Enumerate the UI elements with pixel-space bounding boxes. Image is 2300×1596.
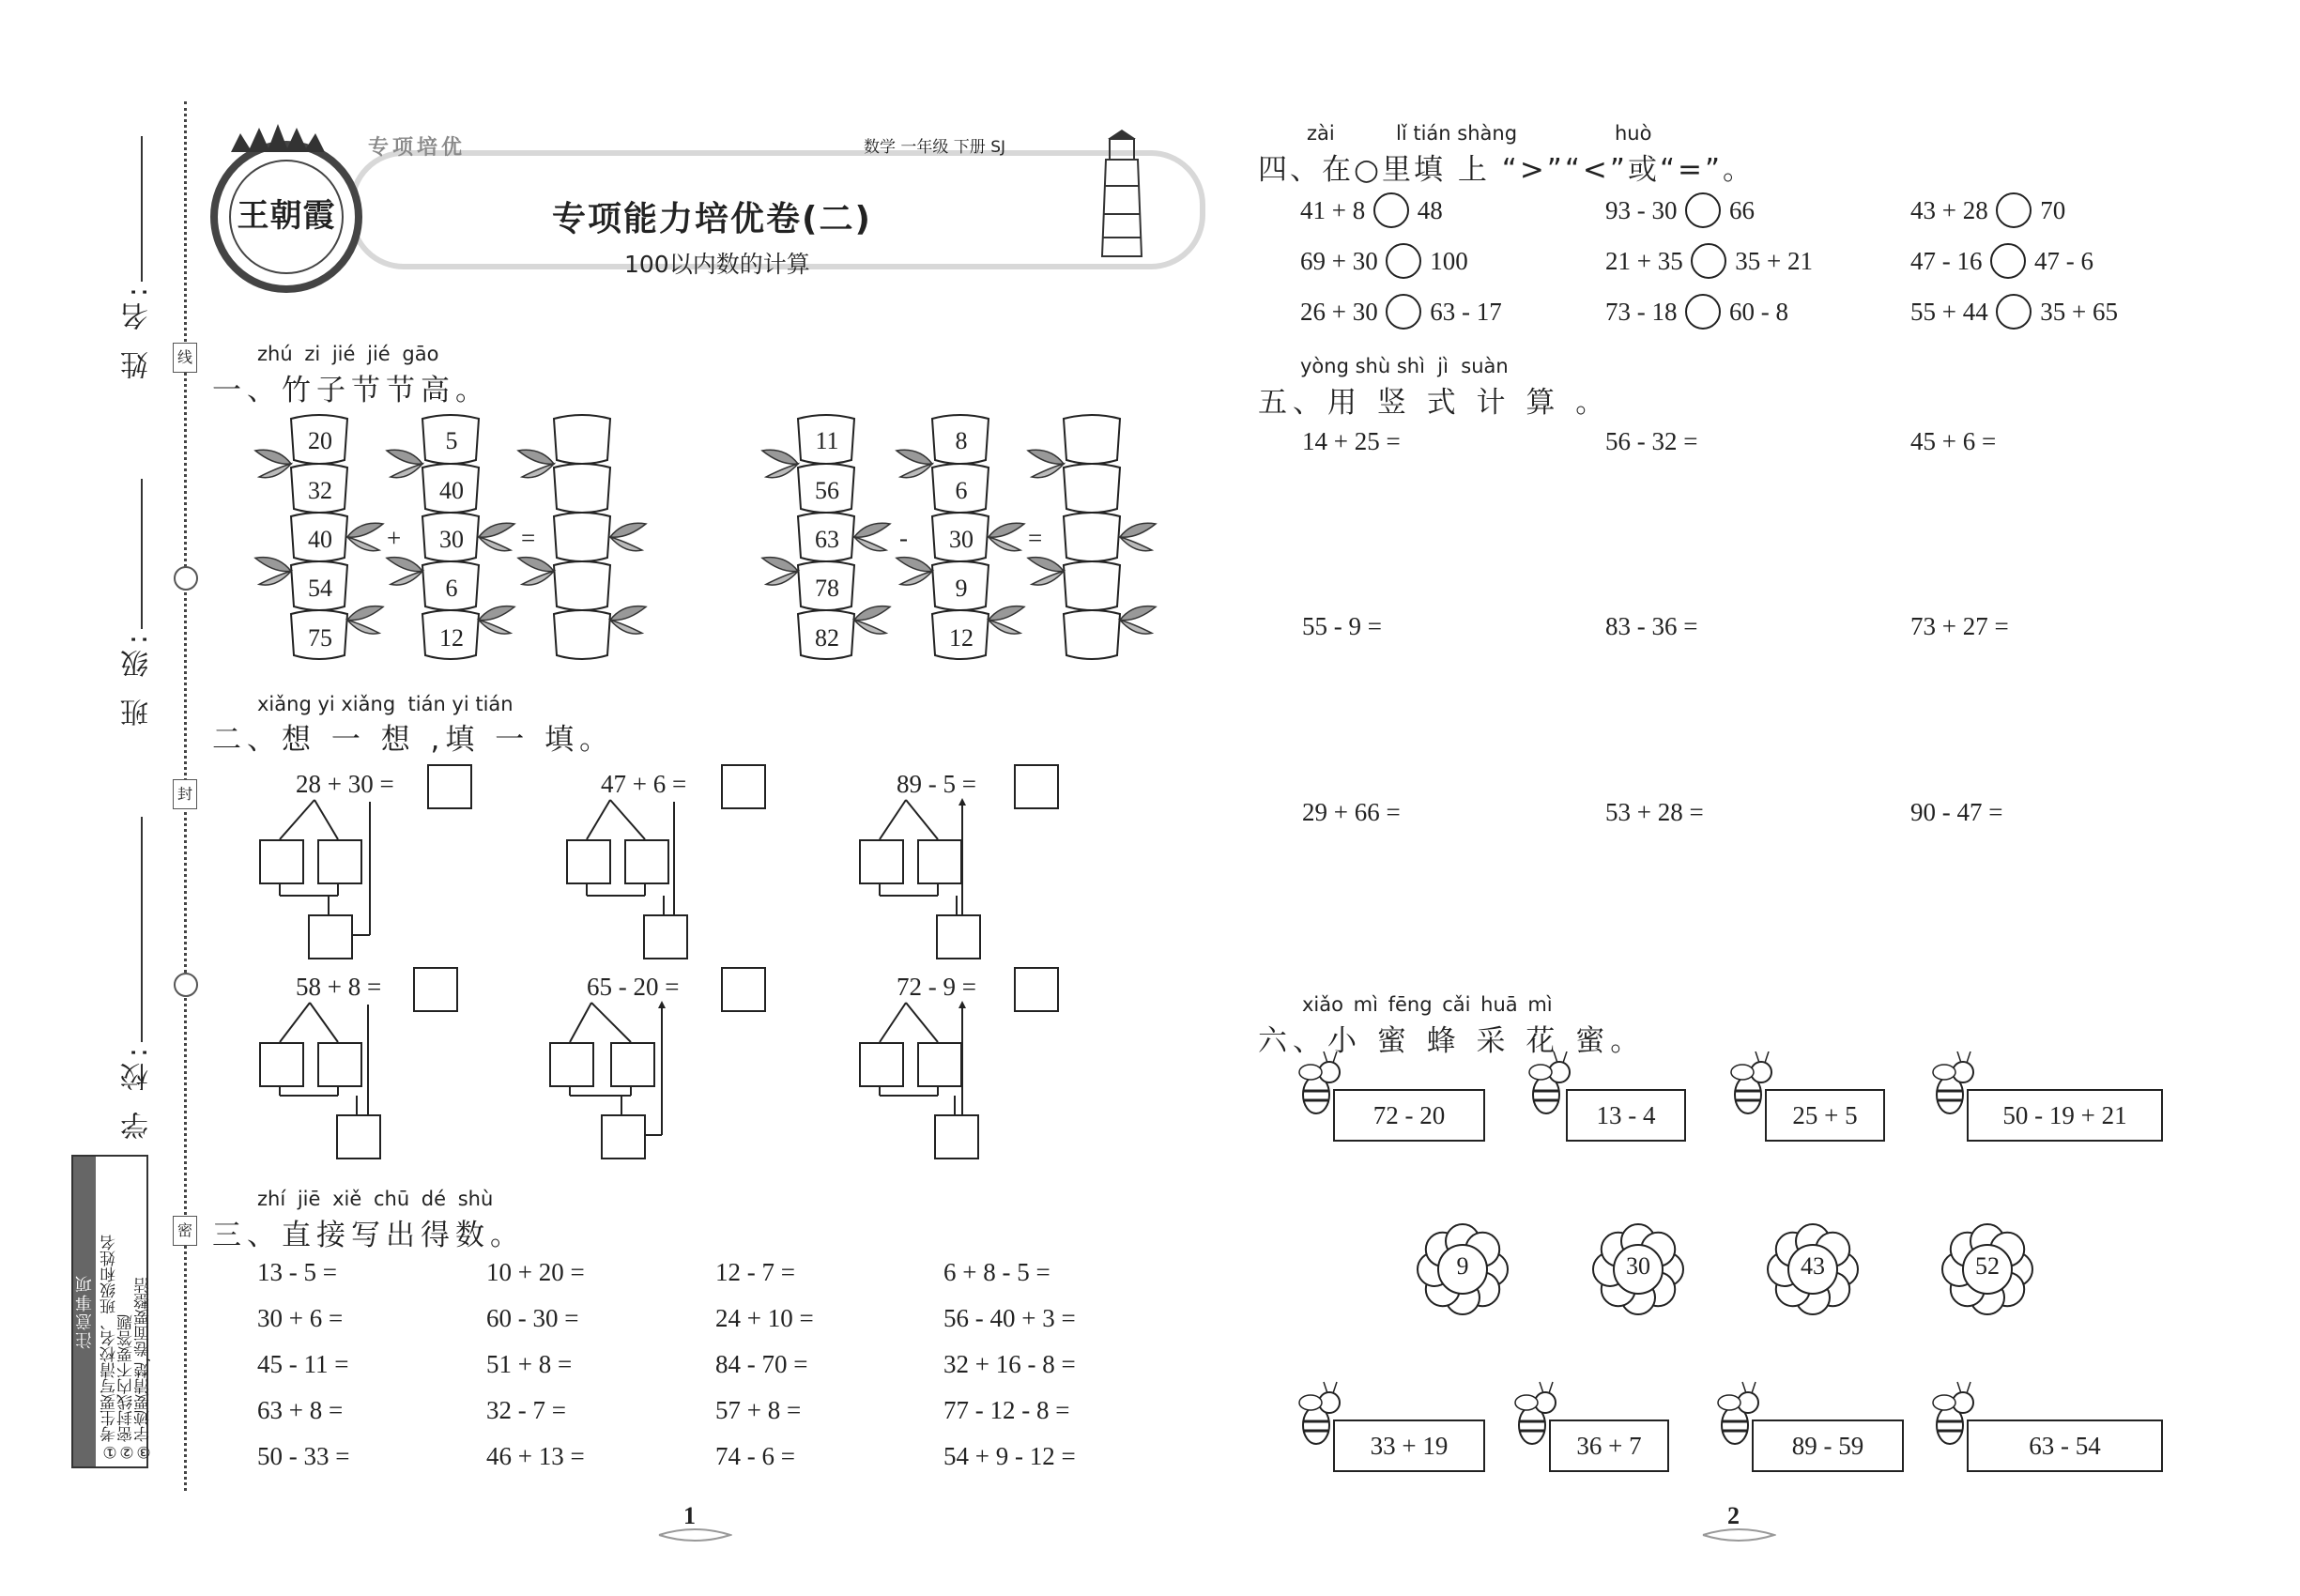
s3-equation: 50 - 33 = bbox=[257, 1442, 350, 1470]
s2-expression: 47 + 6 = bbox=[601, 770, 687, 798]
bee-antenna bbox=[1333, 1382, 1337, 1393]
school-label: 学 校: bbox=[121, 1042, 154, 1140]
s4-compare: 41 + 8 48 bbox=[1300, 195, 1443, 231]
bee-card[interactable]: 36 + 7 bbox=[1549, 1420, 1669, 1472]
bee-antenna bbox=[1765, 1051, 1769, 1063]
s4-compare: 73 - 18 60 - 8 bbox=[1605, 297, 1788, 332]
bee-card[interactable]: 63 - 54 bbox=[1967, 1420, 2163, 1472]
page-number: 2 bbox=[1727, 1502, 1740, 1529]
s5-equation: 45 + 6 = bbox=[1910, 427, 1997, 455]
seal-char-line: 线 bbox=[173, 343, 197, 373]
equals-sign: = bbox=[1028, 524, 1043, 552]
answer-box[interactable] bbox=[317, 1042, 362, 1087]
answer-box[interactable] bbox=[859, 1042, 904, 1087]
s5-equation: 55 - 9 = bbox=[1302, 612, 1382, 640]
compare-circle[interactable] bbox=[1996, 294, 2032, 330]
bamboo-number: 63 bbox=[815, 526, 839, 553]
page-number: 1 bbox=[683, 1502, 696, 1529]
bee-antenna bbox=[1967, 1382, 1970, 1393]
bamboo-number: 12 bbox=[439, 624, 464, 652]
bee-card[interactable]: 33 + 19 bbox=[1333, 1420, 1485, 1472]
bee-wing-icon bbox=[1933, 1065, 1955, 1080]
notice-item: ③字迹要清楚,卷面要整洁 bbox=[134, 1277, 153, 1461]
connector-line bbox=[280, 1003, 310, 1042]
bee-antenna bbox=[1540, 1382, 1543, 1393]
answer-box[interactable] bbox=[721, 967, 766, 1012]
bamboo-number: 30 bbox=[949, 526, 974, 553]
s2-expression: 28 + 30 = bbox=[296, 770, 394, 798]
answer-box[interactable] bbox=[549, 1042, 594, 1087]
bamboo-number: 82 bbox=[815, 624, 839, 652]
s3-equation: 12 - 7 = bbox=[715, 1258, 795, 1286]
bee-wing-icon bbox=[1731, 1065, 1754, 1080]
s4-pinyin: huò bbox=[1615, 122, 1652, 145]
bamboo-number: 75 bbox=[308, 624, 332, 652]
bee-antenna bbox=[1554, 1051, 1557, 1063]
compare-circle[interactable] bbox=[1996, 192, 2032, 228]
s5-equation: 56 - 32 = bbox=[1605, 427, 1698, 455]
bee-card[interactable]: 13 - 4 bbox=[1566, 1089, 1686, 1142]
s3-title: 三、直接写出得数。 bbox=[212, 1219, 525, 1252]
bamboo-number: 9 bbox=[955, 575, 968, 602]
connector-line bbox=[906, 1003, 938, 1042]
s6-title: 六、小 蜜 蜂 采 花 蜜。 bbox=[1258, 1024, 1646, 1058]
seal-char-secret: 密 bbox=[173, 1216, 197, 1246]
s2-expression: 65 - 20 = bbox=[587, 973, 680, 1001]
answer-box[interactable] bbox=[917, 1042, 962, 1087]
s4-compare: 93 - 30 66 bbox=[1605, 195, 1755, 231]
bee-wing-icon bbox=[1933, 1395, 1955, 1410]
brand-name: 王朝霞 bbox=[237, 197, 336, 235]
s1-title: 一、竹子节节高。 bbox=[212, 374, 490, 407]
s6-pinyin: xiǎo mì fēng cǎi huā mì bbox=[1302, 993, 1553, 1016]
page-title: 专项能力培优卷(二) bbox=[552, 200, 872, 238]
s3-equation: 32 + 16 - 8 = bbox=[943, 1350, 1076, 1378]
s4-pinyin: lǐ tián shàng bbox=[1396, 122, 1518, 145]
plus-sign: + bbox=[387, 524, 402, 552]
answer-box[interactable] bbox=[566, 839, 611, 884]
bamboo-number: 54 bbox=[308, 575, 332, 602]
page-ornament-icon bbox=[657, 1526, 732, 1544]
bamboo-number: 32 bbox=[308, 477, 332, 504]
s2-expression: 89 - 5 = bbox=[897, 770, 976, 798]
bee-wing-icon bbox=[1515, 1395, 1538, 1410]
connector-line bbox=[591, 1003, 631, 1042]
s5-equation: 73 + 27 = bbox=[1910, 612, 2009, 640]
flower-number: 52 bbox=[1975, 1252, 2000, 1280]
class-label: 班 级: bbox=[121, 629, 154, 727]
answer-box[interactable] bbox=[259, 839, 304, 884]
connector-line bbox=[314, 800, 338, 839]
bamboo-number: 6 bbox=[445, 575, 458, 602]
bamboo-number: 30 bbox=[439, 526, 464, 553]
connector-line bbox=[880, 800, 906, 839]
seal-char-seal: 封 bbox=[173, 779, 197, 809]
answer-box[interactable] bbox=[259, 1042, 304, 1087]
bamboo-number: 78 bbox=[815, 575, 839, 602]
arrow-head-icon bbox=[958, 1001, 966, 1008]
bee-antenna bbox=[1957, 1051, 1961, 1063]
s3-equation: 56 - 40 + 3 = bbox=[943, 1304, 1076, 1332]
notice-item: ②密封线内不要答题 bbox=[117, 1314, 136, 1461]
s3-equation: 13 - 5 = bbox=[257, 1258, 337, 1286]
answer-box[interactable] bbox=[308, 914, 353, 959]
s3-equation: 46 + 13 = bbox=[486, 1442, 585, 1470]
s3-equation: 51 + 8 = bbox=[486, 1350, 573, 1378]
s4-compare: 69 + 30 100 bbox=[1300, 246, 1468, 282]
s1-pinyin: zhú zi jié jié gāo bbox=[257, 343, 439, 365]
bee-antenna bbox=[1324, 1382, 1327, 1393]
bee-antenna bbox=[1324, 1051, 1327, 1063]
bamboo-number: 12 bbox=[949, 624, 974, 652]
connector-line bbox=[880, 1003, 906, 1042]
bee-card[interactable]: 89 - 59 bbox=[1752, 1420, 1904, 1472]
s5-pinyin: yòng shù shì jì suàn bbox=[1300, 355, 1509, 377]
s2-expression: 72 - 9 = bbox=[897, 973, 976, 1001]
bee-card[interactable]: 25 + 5 bbox=[1765, 1089, 1885, 1142]
compare-circle[interactable] bbox=[1990, 243, 2026, 279]
answer-box[interactable] bbox=[610, 1042, 655, 1087]
bee-antenna bbox=[1752, 1382, 1756, 1393]
s3-equation: 24 + 10 = bbox=[715, 1304, 814, 1332]
bamboo-number: 8 bbox=[955, 427, 968, 454]
connector-line bbox=[570, 1003, 591, 1042]
bee-antenna bbox=[1549, 1382, 1553, 1393]
bamboo-number: 56 bbox=[815, 477, 839, 504]
answer-box[interactable] bbox=[624, 839, 669, 884]
bee-wing-icon bbox=[1529, 1065, 1552, 1080]
arrow-head-icon bbox=[658, 1001, 666, 1008]
compare-circle[interactable] bbox=[1691, 243, 1726, 279]
bee-antenna bbox=[1957, 1382, 1961, 1393]
bee-card[interactable]: 72 - 20 bbox=[1333, 1089, 1485, 1142]
s3-equation: 32 - 7 = bbox=[486, 1396, 566, 1424]
s5-title: 五、用 竖 式 计 算 。 bbox=[1258, 386, 1611, 420]
bamboo-number: 11 bbox=[815, 427, 839, 454]
answer-box[interactable] bbox=[601, 1114, 646, 1159]
s2-expression: 58 + 8 = bbox=[296, 973, 382, 1001]
s2-title: 二、想 一 想 ,填 一 填。 bbox=[212, 723, 615, 757]
answer-box[interactable] bbox=[317, 839, 362, 884]
flower-number: 30 bbox=[1626, 1252, 1650, 1280]
s3-equation: 57 + 8 = bbox=[715, 1396, 802, 1424]
bee-wing-icon bbox=[1299, 1065, 1322, 1080]
equals-sign: = bbox=[521, 524, 536, 552]
bee-wing-icon bbox=[1299, 1395, 1322, 1410]
s4-compare: 43 + 28 70 bbox=[1910, 195, 2065, 231]
compare-circle[interactable] bbox=[1373, 192, 1409, 228]
bee-antenna bbox=[1967, 1051, 1970, 1063]
bamboo-number: 20 bbox=[308, 427, 332, 454]
s3-equation: 60 - 30 = bbox=[486, 1304, 579, 1332]
s3-pinyin: zhí jiē xiě chū dé shù bbox=[257, 1188, 494, 1210]
arrow-head-icon bbox=[958, 798, 966, 806]
s3-equation: 77 - 12 - 8 = bbox=[943, 1396, 1070, 1424]
s4-pinyin: zài bbox=[1307, 122, 1335, 145]
s4-compare: 47 - 16 47 - 6 bbox=[1910, 246, 2093, 282]
notice-item: ①考生要写清校名、班级和姓名 bbox=[100, 1235, 119, 1461]
s3-equation: 45 - 11 = bbox=[257, 1350, 349, 1378]
connector-line bbox=[310, 1003, 338, 1042]
answer-box[interactable] bbox=[936, 914, 981, 959]
header-tag: 专项培优 bbox=[368, 136, 467, 160]
s4-compare: 26 + 30 63 - 17 bbox=[1300, 297, 1502, 332]
answer-box[interactable] bbox=[336, 1114, 381, 1159]
page-ornament-icon bbox=[1701, 1526, 1776, 1544]
s5-equation: 90 - 47 = bbox=[1910, 798, 2003, 826]
s3-equation: 6 + 8 - 5 = bbox=[943, 1258, 1050, 1286]
s3-equation: 10 + 20 = bbox=[486, 1258, 585, 1286]
bee-antenna bbox=[1756, 1051, 1759, 1063]
bamboo-number: 5 bbox=[445, 427, 458, 454]
connector-line bbox=[906, 800, 938, 839]
answer-box[interactable] bbox=[427, 764, 472, 809]
bee-antenna bbox=[1742, 1382, 1746, 1393]
answer-box[interactable] bbox=[917, 839, 962, 884]
answer-box[interactable] bbox=[721, 764, 766, 809]
s3-equation: 30 + 6 = bbox=[257, 1304, 344, 1332]
compare-circle[interactable] bbox=[1685, 294, 1721, 330]
s4-title: 四、在○里填 上 “>”“<”或“=”。 bbox=[1258, 153, 1756, 187]
s5-equation: 29 + 66 = bbox=[1302, 798, 1401, 826]
s3-equation: 84 - 70 = bbox=[715, 1350, 808, 1378]
bee-antenna bbox=[1563, 1051, 1567, 1063]
page-subtitle: 100以内数的计算 bbox=[624, 251, 810, 278]
s5-equation: 14 + 25 = bbox=[1302, 427, 1401, 455]
decomposition-lines bbox=[0, 0, 1220, 1220]
answer-box[interactable] bbox=[859, 839, 904, 884]
compare-circle[interactable] bbox=[1685, 192, 1721, 228]
answer-box[interactable] bbox=[934, 1114, 979, 1159]
flower-number: 43 bbox=[1801, 1252, 1825, 1280]
s3-equation: 54 + 9 - 12 = bbox=[943, 1442, 1076, 1470]
connector-line bbox=[280, 800, 314, 839]
s5-equation: 83 - 36 = bbox=[1605, 612, 1698, 640]
s4-compare: 55 + 44 35 + 65 bbox=[1910, 297, 2118, 332]
bamboo-number: 6 bbox=[955, 477, 968, 504]
s4-compare: 21 + 35 35 + 21 bbox=[1605, 246, 1813, 282]
connector-line bbox=[610, 800, 645, 839]
s5-equation: 53 + 28 = bbox=[1605, 798, 1704, 826]
answer-box[interactable] bbox=[413, 967, 458, 1012]
answer-box[interactable] bbox=[1014, 967, 1059, 1012]
notice-title: 注意事项 bbox=[73, 1157, 96, 1466]
bee-card[interactable]: 50 - 19 + 21 bbox=[1967, 1089, 2163, 1142]
bamboo-number: 40 bbox=[308, 526, 332, 553]
compare-circle[interactable] bbox=[1386, 243, 1421, 279]
name-label: 姓 名: bbox=[121, 282, 154, 379]
flower-number: 9 bbox=[1456, 1252, 1469, 1280]
answer-box[interactable] bbox=[1014, 764, 1059, 809]
connector-line bbox=[587, 800, 610, 839]
answer-box[interactable] bbox=[643, 914, 688, 959]
s3-equation: 63 + 8 = bbox=[257, 1396, 344, 1424]
header-meta: 数学 一年级 下册 SJ bbox=[864, 138, 1006, 157]
bee-wing-icon bbox=[1718, 1395, 1740, 1410]
bamboo-number: 40 bbox=[439, 477, 464, 504]
s2-pinyin: xiǎng yi xiǎng tián yi tián bbox=[257, 693, 514, 715]
compare-circle[interactable] bbox=[1386, 294, 1421, 330]
minus-sign: - bbox=[899, 524, 908, 552]
bee-antenna bbox=[1333, 1051, 1337, 1063]
s3-equation: 74 - 6 = bbox=[715, 1442, 795, 1470]
